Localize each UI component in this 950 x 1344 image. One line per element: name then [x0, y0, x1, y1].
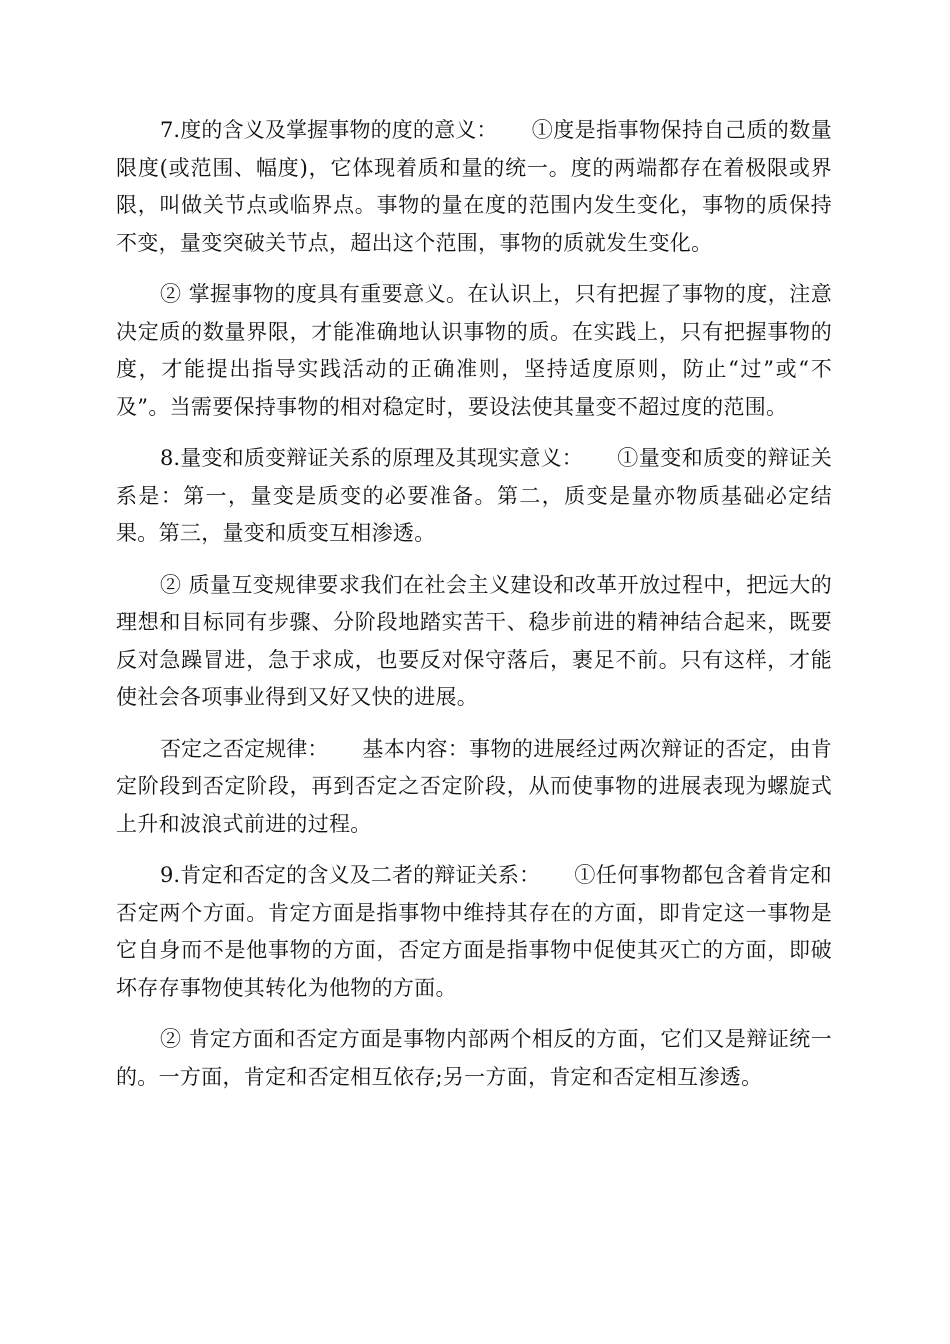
paragraph-negation-law [116, 731, 832, 844]
paragraph-text: ② 质量互变规律要求我们在社会主义建设和改革开放过程中，把远大的理想和目标同有步骤、分阶段地踏实苦干、稳步前进的精神结合起来，既要反对急躁冒进，急于求成，也要反对保守落后，裹足不前。只有这样，才能使社会各项事业得到又好又快的进展。 [116, 572, 832, 709]
paragraph-8-significance [116, 567, 832, 717]
paragraph-9-relation [116, 1021, 832, 1096]
paragraph-text: ①度是指事物保持自己质的数量限度(或范围、幅度)，它体现着质和量的统一。度的两端都存在着极限或界限，叫做关节点或临界点。事物的量在度的范围内发生变化，事物的质保持不变，量变突破关节点，超出这个范围，事物的质就发生变化。 [116, 118, 832, 255]
paragraph-7-definition [116, 112, 832, 262]
paragraph-text: 基本内容：事物的进展经过两次辩证的否定，由肯定阶段到否定阶段，再到否定之否定阶段，从而使事物的进展表现为螺旋式上升和波浪式前进的过程。 [116, 736, 832, 836]
paragraph-text: ①任何事物都包含着肯定和否定两个方面。肯定方面是指事物中维持其存在的方面，即肯定这一事物是它自身而不是他事物的方面，否定方面是指事物中促使其灭亡的方面，即破坏存存事物使其转化为他物的方面。 [116, 863, 832, 1000]
heading-7: 7.度的含义及掌握事物的度的意义： [160, 118, 498, 142]
heading-8: 8.量变和质变辩证关系的原理及其现实意义： [160, 446, 584, 470]
paragraph-text: ② 掌握事物的度具有重要意义。在认识上，只有把握了事物的度，注意决定质的数量界限，才能准确地认识事物的质。在实践上，只有把握事物的度，才能提出指导实践活动的正确准则，坚持适度原则，防止“过”或“不及”。当需要保持事物的相对稳定时，要设法使其量变不超过度的范围。 [116, 282, 832, 419]
paragraph-8-principle [116, 440, 832, 553]
paragraph-9-definition [116, 857, 832, 1007]
paragraph-text: ② 肯定方面和否定方面是事物内部两个相反的方面，它们又是辩证统一的。一方面，肯定和否定相互依存;另一方面，肯定和否定相互渗透。 [116, 1027, 832, 1089]
paragraph-7-significance [116, 276, 832, 426]
document-page [116, 112, 832, 1110]
heading-negation-law: 否定之否定规律： [160, 736, 329, 761]
paragraph-text: ①量变和质变的辩证关系是：第一，量变是质变的必要准备。第二，质变是量亦物质基础必定结果。第三，量变和质变互相渗透。 [116, 446, 832, 545]
heading-9: 9.肯定和否定的含义及二者的辩证关系： [160, 863, 541, 887]
